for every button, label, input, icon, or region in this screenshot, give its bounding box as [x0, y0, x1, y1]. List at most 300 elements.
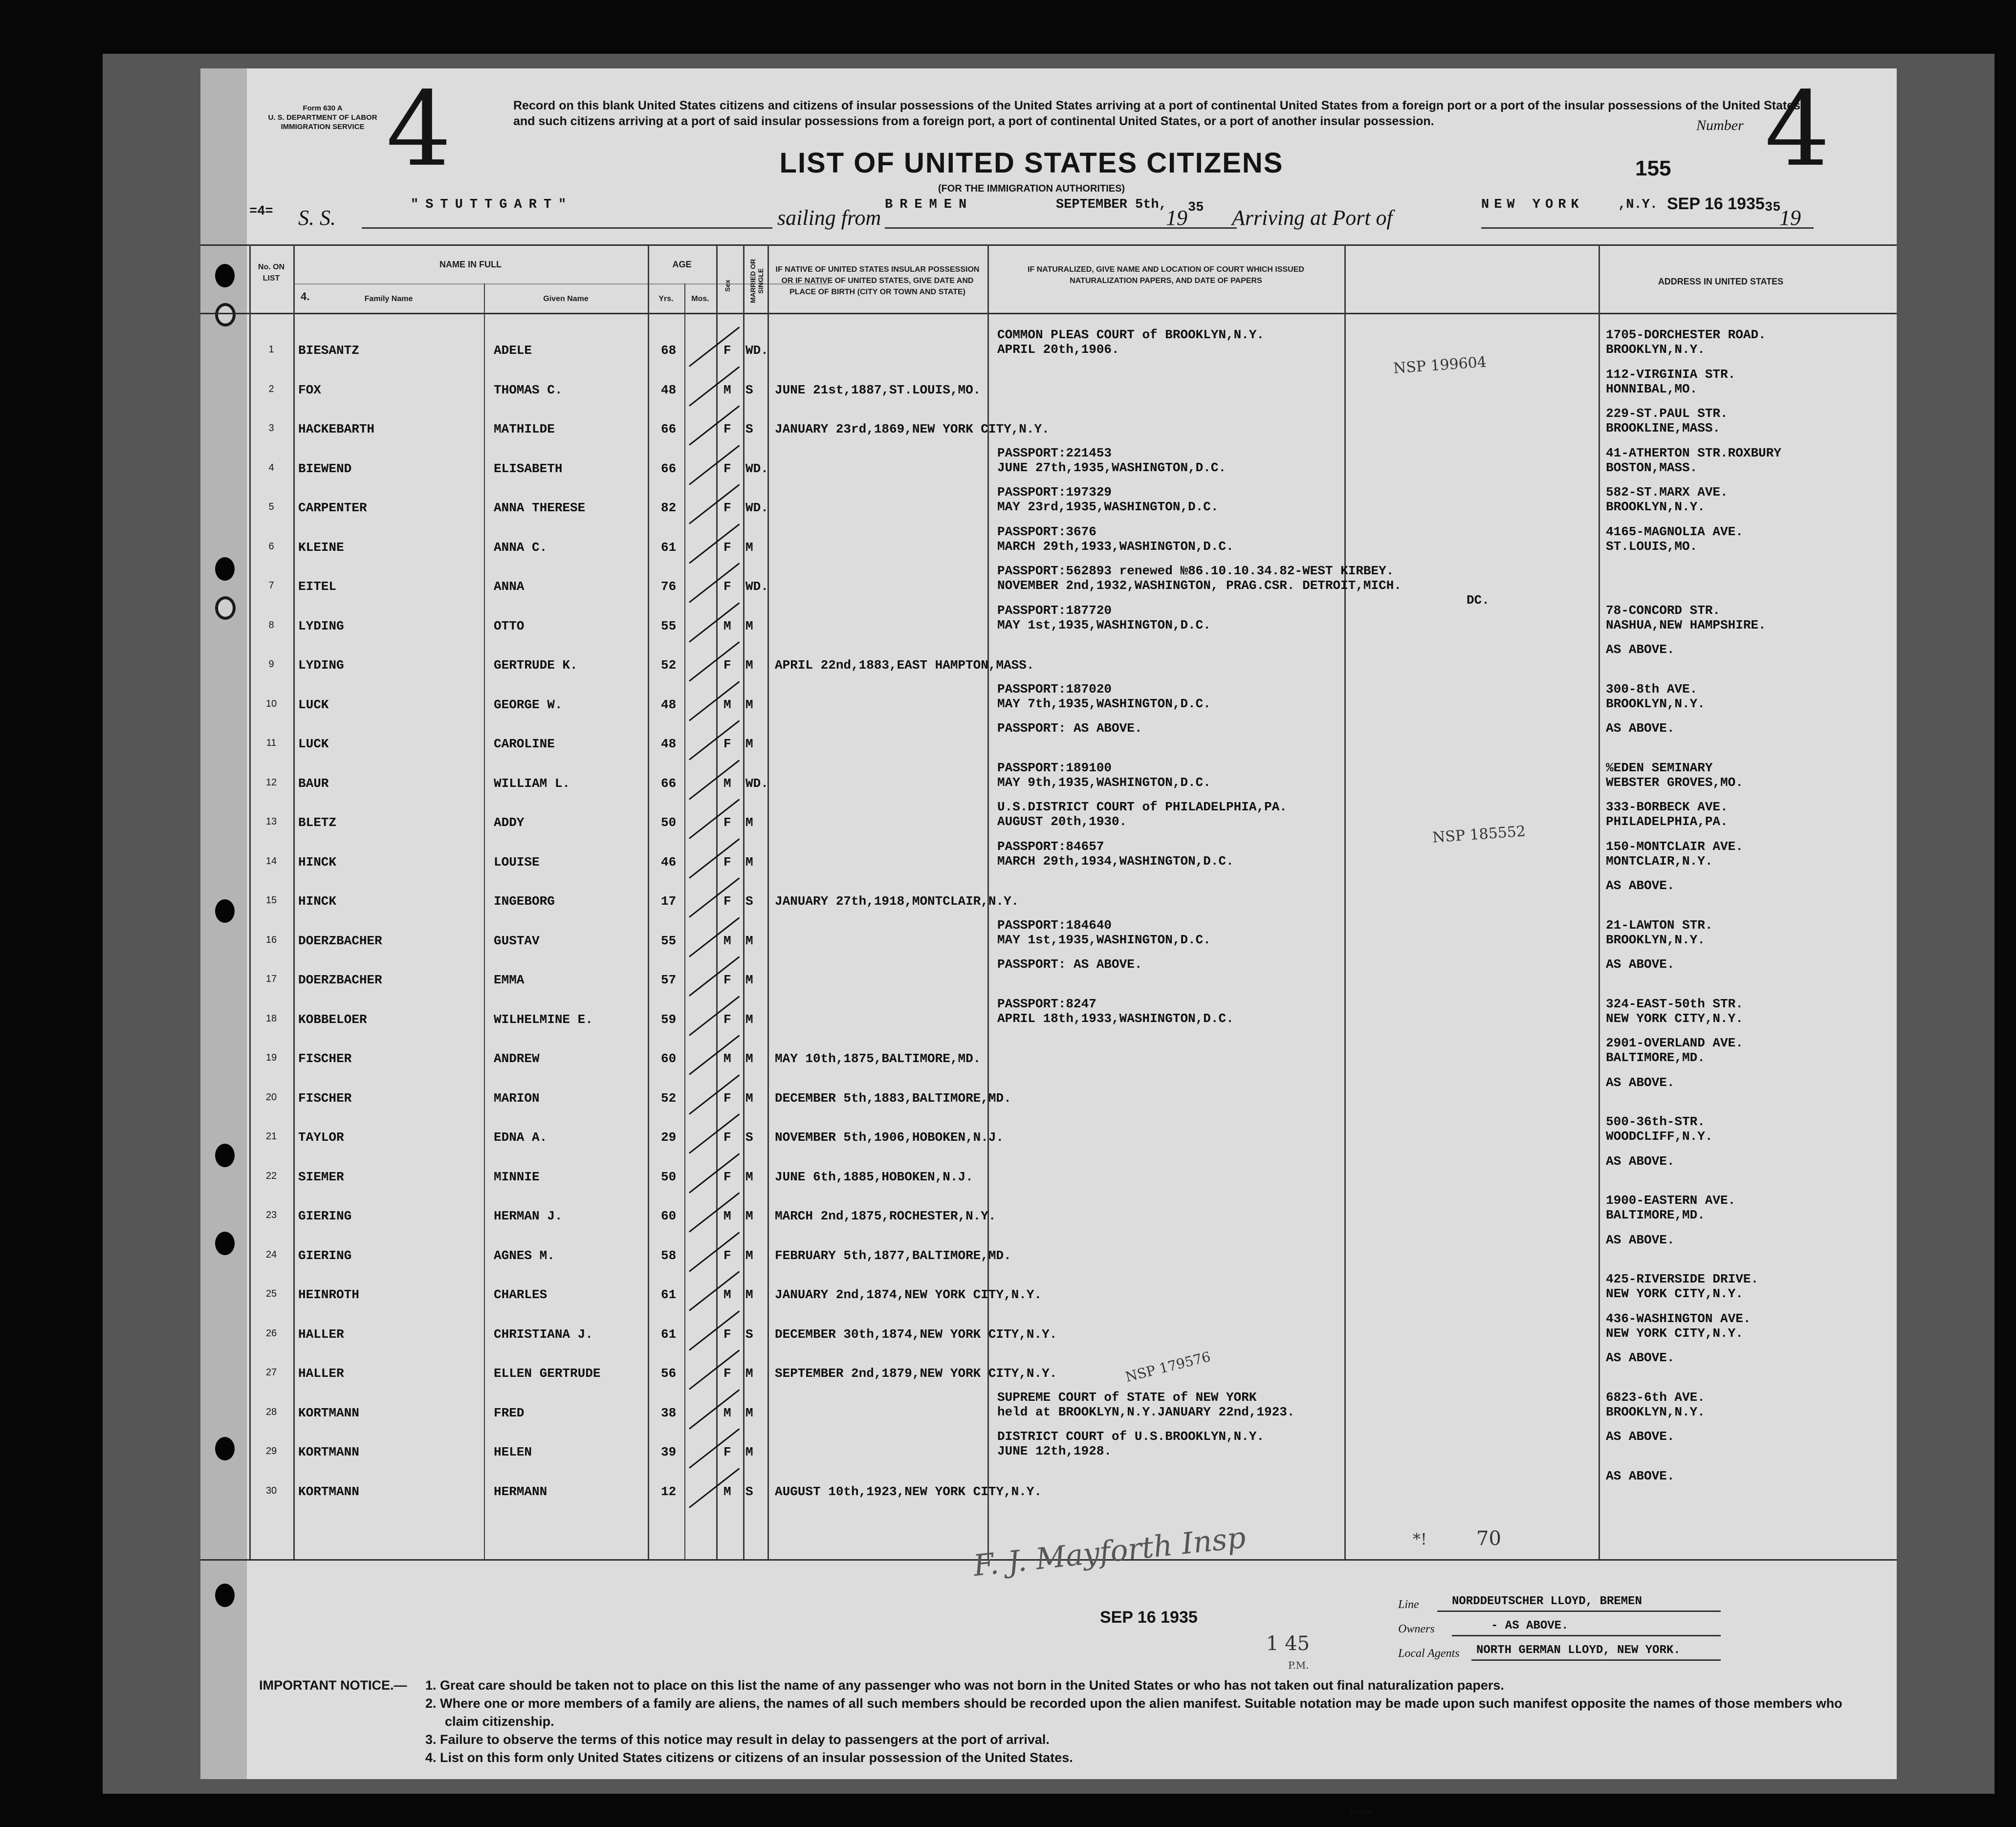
address-line: NEW YORK CITY,N.Y. — [1606, 1326, 1743, 1341]
family-name: LUCK — [298, 737, 329, 751]
marital-status: M — [745, 815, 753, 830]
marital-status: M — [745, 1012, 753, 1027]
binding-hole — [215, 264, 235, 287]
list-tag: =4= — [249, 204, 273, 219]
form-identifier — [249, 104, 396, 131]
column-rule — [249, 244, 251, 1559]
check-mark — [689, 838, 740, 878]
age-years: 48 — [661, 697, 677, 712]
naturalization-line: PASSPORT:8247 — [997, 997, 1096, 1011]
family-name: HACKEBARTH — [298, 422, 375, 436]
handwritten-page-note: 1 45 — [1266, 1632, 1310, 1655]
age-years: 50 — [661, 815, 677, 830]
birth-details: JANUARY 2nd,1874,NEW YORK CITY,N.Y. — [775, 1287, 1042, 1302]
row-number: 30 — [265, 1485, 277, 1496]
sex: F — [723, 1130, 731, 1145]
col-header-given: Given Name — [543, 295, 589, 303]
family-name: KORTMANN — [298, 1406, 359, 1420]
given-name: CAROLINE — [494, 737, 555, 751]
address-line: HONNIBAL,MO. — [1606, 382, 1698, 396]
age-years: 52 — [661, 1091, 677, 1106]
check-mark — [689, 366, 740, 406]
sex: M — [723, 1406, 731, 1420]
given-name: ANNA THERESE — [494, 500, 586, 515]
column-rule — [648, 244, 649, 1559]
row-number: 22 — [265, 1171, 277, 1181]
col-header-yrs: Yrs. — [658, 295, 674, 303]
family-name: BIESANTZ — [298, 343, 359, 358]
marital-status: WD. — [745, 500, 768, 515]
owners-value: - AS ABOVE. — [1491, 1619, 1569, 1632]
naturalization-line: APRIL 18th,1933,WASHINGTON,D.C. — [997, 1011, 1234, 1026]
naturalization-line: PASSPORT:184640 — [997, 918, 1112, 933]
col-header-family: Family Name — [364, 295, 413, 303]
marital-status: M — [745, 1051, 753, 1066]
port-underline — [1481, 227, 1814, 229]
sex: F — [723, 1170, 731, 1184]
check-mark — [689, 602, 740, 642]
sex: F — [723, 1248, 731, 1263]
birth-details: FEBRUARY 5th,1877,BALTIMORE,MD. — [775, 1248, 1011, 1263]
check-mark — [689, 1468, 740, 1508]
birth-details: MAY 10th,1875,BALTIMORE,MD. — [775, 1051, 981, 1066]
age-years: 60 — [661, 1051, 677, 1066]
col-header-name: NAME IN FULL — [439, 260, 502, 269]
check-mark — [689, 484, 740, 524]
address-line: AS ABOVE. — [1606, 1350, 1675, 1365]
row-number: 3 — [268, 423, 274, 434]
marital-status: M — [745, 540, 753, 555]
handwritten-page-note-sub: P.M. — [1288, 1659, 1309, 1671]
sex: F — [723, 1327, 731, 1342]
naturalization-line: MAY 1st,1935,WASHINGTON,D.C. — [997, 618, 1211, 632]
marital-status: S — [745, 1327, 753, 1342]
row-number: 21 — [265, 1131, 277, 1142]
marital-status: M — [745, 1209, 753, 1223]
row-number: 18 — [265, 1013, 277, 1024]
address-line: 112-VIRGINIA STR. — [1606, 367, 1736, 382]
sex: M — [723, 776, 731, 791]
notice-item: 1. Great care should be taken not to place on this list the name of any passenger who was not born in the United States or who has not taken out final naturalization papers. — [425, 1678, 1504, 1693]
handwritten-annotation: NSP 199604 — [1393, 353, 1488, 377]
check-mark — [689, 1074, 740, 1114]
age-years: 12 — [661, 1484, 677, 1499]
row-number: 9 — [268, 659, 274, 670]
check-mark — [689, 1113, 740, 1153]
naturalization-line: PASSPORT:187020 — [997, 682, 1112, 696]
address-line: 4165-MAGNOLIA AVE. — [1606, 524, 1743, 539]
address-line: AS ABOVE. — [1606, 1154, 1675, 1169]
row-number: 8 — [268, 620, 274, 631]
address-line: NEW YORK CITY,N.Y. — [1606, 1286, 1743, 1301]
address-line: 300-8th AVE. — [1606, 682, 1698, 696]
inspector-signature: F. J. Mayforth Insp — [971, 1520, 1248, 1584]
family-name: KORTMANN — [298, 1445, 359, 1459]
binding-hole — [215, 557, 235, 581]
row-number: 2 — [268, 384, 274, 394]
col-header-sex: Sex — [723, 280, 731, 292]
check-mark — [689, 877, 740, 917]
row-number: 29 — [265, 1446, 277, 1457]
sex: M — [723, 697, 731, 712]
address-line: ST.LOUIS,MO. — [1606, 539, 1698, 554]
address-line: AS ABOVE. — [1606, 957, 1675, 972]
given-name: HERMANN — [494, 1484, 548, 1499]
address-line: %EDEN SEMINARY — [1606, 761, 1713, 775]
given-name: HERMAN J. — [494, 1209, 563, 1223]
row-number: 14 — [265, 856, 277, 867]
row-number: 1 — [268, 344, 274, 355]
sex: F — [723, 1012, 731, 1027]
sailing-from: BREMEN — [885, 197, 974, 212]
marital-status: S — [745, 1130, 753, 1145]
age-years: 55 — [661, 619, 677, 633]
marital-status: WD. — [745, 579, 768, 594]
address-line: BOSTON,MASS. — [1606, 460, 1698, 475]
age-years: 48 — [661, 737, 677, 751]
birth-details: AUGUST 10th,1923,NEW YORK CITY,N.Y. — [775, 1484, 1042, 1499]
family-name: HALLER — [298, 1327, 344, 1342]
birth-details: SEPTEMBER 2nd,1879,NEW YORK CITY,N.Y. — [775, 1366, 1057, 1381]
form-instructions: Record on this blank United States citizens and citizens of insular possessions of the United States arriving at a port of continental United States from a foreign port or a port of the insular possessions of the United States, and such citizens arriving at a port of said insular possessions from a foreign port, a port of continental United States, or a port of another insular possession. — [513, 99, 1804, 128]
column-rule — [1599, 244, 1600, 1559]
col-header-married: MARRIED OR SINGLE — [749, 259, 765, 303]
column-rule — [743, 244, 745, 1559]
family-name: BAUR — [298, 776, 329, 791]
row-number: 11 — [266, 738, 277, 748]
birth-details: JUNE 21st,1887,ST.LOUIS,MO. — [775, 383, 981, 397]
row-number: 5 — [268, 501, 274, 512]
marital-status: WD. — [745, 461, 768, 476]
given-name: AGNES M. — [494, 1248, 555, 1263]
age-years: 76 — [661, 579, 677, 594]
naturalization-line: DISTRICT COURT of U.S.BROOKLYN,N.Y. — [997, 1429, 1265, 1444]
birth-details: NOVEMBER 5th,1906,HOBOKEN,N.J. — [775, 1130, 1004, 1145]
binding-hole — [215, 1144, 235, 1167]
sex: M — [723, 1287, 731, 1302]
naturalization-line: PASSPORT:84657 — [997, 839, 1104, 854]
notice-title: IMPORTANT NOTICE.— — [259, 1678, 407, 1693]
naturalization-line: DC. — [1467, 593, 1490, 608]
birth-details: DECEMBER 5th,1883,BALTIMORE,MD. — [775, 1091, 1011, 1106]
address-line: AS ABOVE. — [1606, 1469, 1675, 1483]
name-header-rule — [293, 283, 829, 284]
row-number: 24 — [265, 1249, 277, 1260]
marital-status: M — [745, 1248, 753, 1263]
sailing-date: SEPTEMBER 5th, — [1056, 197, 1167, 212]
line-value: NORDDEUTSCHER LLOYD, BREMEN — [1452, 1595, 1642, 1608]
form-number: Form 630 A — [303, 104, 343, 112]
line-underline — [1437, 1610, 1721, 1612]
binding-hole — [215, 1437, 235, 1460]
check-mark — [689, 1349, 740, 1390]
address-line: WOODCLIFF,N.Y. — [1606, 1129, 1713, 1144]
column-rule — [684, 283, 685, 1559]
sex: F — [723, 422, 731, 436]
birth-details: JANUARY 23rd,1869,NEW YORK CITY,N.Y. — [775, 422, 1050, 436]
header-bottom-rule — [200, 313, 1897, 314]
sex: F — [723, 500, 731, 515]
address-line: 324-EAST-50th STR. — [1606, 997, 1743, 1011]
manifest-page — [200, 68, 1897, 1815]
address-line: 1900-EASTERN AVE. — [1606, 1193, 1736, 1208]
address-line: MONTCLAIR,N.Y. — [1606, 854, 1713, 869]
naturalization-line: MAY 9th,1935,WASHINGTON,D.C. — [997, 775, 1211, 790]
given-name: EDNA A. — [494, 1130, 548, 1145]
address-line: NASHUA,NEW HAMPSHIRE. — [1606, 618, 1766, 632]
arrival-year: 35 — [1765, 200, 1781, 215]
row-number: 19 — [265, 1052, 277, 1063]
row-number: 7 — [268, 580, 274, 591]
row-number: 20 — [265, 1092, 277, 1103]
table-top-rule — [200, 244, 1897, 246]
address-line: 2901-OVERLAND AVE. — [1606, 1036, 1743, 1050]
binding-hole — [215, 596, 236, 620]
birth-details: DECEMBER 30th,1874,NEW YORK CITY,N.Y. — [775, 1327, 1057, 1342]
given-name: CHARLES — [494, 1287, 548, 1302]
row-number: 17 — [265, 974, 277, 984]
binding-strip — [200, 68, 247, 1779]
age-years: 50 — [661, 1170, 677, 1184]
check-mark — [689, 641, 740, 681]
given-name: THOMAS C. — [494, 383, 563, 397]
sex: M — [723, 934, 731, 948]
given-name: ADELE — [494, 343, 532, 358]
given-name: INGEBORG — [494, 894, 555, 909]
col-header-mos: Mos. — [691, 295, 709, 303]
given-name: OTTO — [494, 619, 525, 633]
given-name: CHRISTIANA J. — [494, 1327, 593, 1342]
notice-item: 3. Failure to observe the terms of this notice may result in delay to passengers at the port of arrival. — [425, 1732, 1050, 1747]
arrival-port: NEW YORK — [1481, 197, 1584, 212]
ss-label: S. S. — [298, 206, 336, 230]
age-years: 56 — [661, 1366, 677, 1381]
check-mark — [689, 1389, 740, 1429]
agents-underline — [1471, 1659, 1721, 1661]
marital-status: WD. — [745, 343, 768, 358]
naturalization-line: MAY 23rd,1935,WASHINGTON,D.C. — [997, 500, 1219, 514]
agents-label: Local Agents — [1398, 1647, 1460, 1660]
family-name: EITEL — [298, 579, 337, 594]
age-years: 60 — [661, 1209, 677, 1223]
family-name: DOERZBACHER — [298, 973, 382, 987]
row-number: 6 — [268, 541, 274, 552]
given-name: MARION — [494, 1091, 540, 1106]
family-name: LYDING — [298, 658, 344, 673]
owners-underline — [1452, 1635, 1721, 1636]
age-years: 82 — [661, 500, 677, 515]
given-name: GEORGE W. — [494, 697, 563, 712]
check-mark — [689, 681, 740, 721]
address-line: AS ABOVE. — [1606, 1075, 1675, 1090]
family-name: DOERZBACHER — [298, 934, 382, 948]
address-line: 150-MONTCLAIR AVE. — [1606, 839, 1743, 854]
given-name: MATHILDE — [494, 422, 555, 436]
address-line: AS ABOVE. — [1606, 642, 1675, 657]
arrival-state: ,N.Y. — [1618, 197, 1658, 212]
sex: F — [723, 658, 731, 673]
family-name: BLETZ — [298, 815, 337, 830]
column-rule — [293, 244, 295, 1559]
page-title: LIST OF UNITED STATES CITIZENS — [779, 147, 1284, 179]
address-line: AS ABOVE. — [1606, 1233, 1675, 1247]
sex: F — [723, 855, 731, 870]
row-number: 10 — [265, 698, 277, 709]
address-line: NEW YORK CITY,N.Y. — [1606, 1011, 1743, 1026]
naturalization-line: MARCH 29th,1934,WASHINGTON,D.C. — [997, 854, 1234, 869]
binding-hole — [215, 303, 236, 326]
family-name: FOX — [298, 383, 321, 397]
age-years: 29 — [661, 1130, 677, 1145]
check-mark — [689, 1192, 740, 1232]
naturalization-line: PASSPORT:221453 — [997, 446, 1112, 460]
address-line: BROOKLYN,N.Y. — [1606, 500, 1705, 514]
ship-name: "STUTTGART" — [411, 197, 573, 212]
address-line: AS ABOVE. — [1606, 878, 1675, 893]
address-line: 78-CONCORD STR. — [1606, 603, 1721, 618]
sex: F — [723, 540, 731, 555]
marital-status: M — [745, 973, 753, 987]
age-years: 17 — [661, 894, 677, 909]
col-header-birth: IF NATIVE OF UNITED STATES INSULAR POSSESSION OR IF NATIVE OF UNITED STATES, GIVE DATE AND PLACE OF BIRTH (CITY OR TOWN AND STATE) — [775, 265, 980, 296]
given-name: ANDREW — [494, 1051, 540, 1066]
age-years: 38 — [661, 1406, 677, 1420]
sex: F — [723, 973, 731, 987]
family-name: SIEMER — [298, 1170, 344, 1184]
row-number: 26 — [265, 1328, 277, 1339]
age-years: 68 — [661, 343, 677, 358]
age-years: 55 — [661, 934, 677, 948]
column-rule — [484, 283, 485, 1559]
check-mark — [689, 760, 740, 800]
naturalization-line: MAY 7th,1935,WASHINGTON,D.C. — [997, 696, 1211, 711]
age-years: 61 — [661, 1287, 677, 1302]
row-number: 25 — [265, 1288, 277, 1299]
address-line: 21-LAWTON STR. — [1606, 918, 1713, 933]
naturalization-line: PASSPORT:562893 renewed №86.10.10.34.82-WEST KIRBEY. — [997, 564, 1394, 578]
col-header-age: AGE — [672, 260, 692, 269]
col-header-address: ADDRESS IN UNITED STATES — [1658, 277, 1784, 286]
naturalization-line: AUGUST 20th,1930. — [997, 814, 1127, 829]
family-name: BIEWEND — [298, 461, 352, 476]
family-name: TAYLOR — [298, 1130, 344, 1145]
ship-underline — [362, 227, 772, 229]
row-number: 13 — [265, 816, 277, 827]
row-number: 27 — [265, 1367, 277, 1378]
notice-list — [425, 1676, 1853, 1767]
address-line: 436-WASHINGTON AVE. — [1606, 1311, 1751, 1326]
marital-status: M — [745, 619, 753, 633]
marital-status: M — [745, 658, 753, 673]
column-rule — [716, 244, 718, 1559]
department-name: U. S. DEPARTMENT OF LABOR — [268, 113, 377, 122]
given-name: ANNA — [494, 579, 525, 594]
handwritten-number: 4 — [1765, 69, 1830, 189]
family-name: HINCK — [298, 894, 337, 909]
address-line: BALTIMORE,MD. — [1606, 1208, 1705, 1222]
marital-status: M — [745, 855, 753, 870]
marital-status: M — [745, 1287, 753, 1302]
check-mark — [689, 445, 740, 485]
family-name: FISCHER — [298, 1051, 352, 1066]
given-name: FRED — [494, 1406, 525, 1420]
sex: M — [723, 1051, 731, 1066]
given-name: WILHELMINE E. — [494, 1012, 593, 1027]
naturalization-line: PASSPORT: AS ABOVE. — [997, 957, 1142, 972]
naturalization-line: PASSPORT:197329 — [997, 485, 1112, 500]
sailing-year: 35 — [1188, 200, 1204, 215]
given-name: EMMA — [494, 973, 525, 987]
sex: M — [723, 1209, 731, 1223]
age-years: 59 — [661, 1012, 677, 1027]
check-mark — [689, 917, 740, 957]
age-years: 48 — [661, 383, 677, 397]
col-header-naturalized: IF NATURALIZED, GIVE NAME AND LOCATION OF COURT WHICH ISSUED NATURALIZATION PAPERS, AND DATE OF PAPERS — [1028, 265, 1304, 285]
given-name: GUSTAV — [494, 934, 540, 948]
binding-hole — [215, 1584, 235, 1607]
family-name: GIERING — [298, 1248, 352, 1263]
sex: F — [723, 1091, 731, 1106]
family-name: GIERING — [298, 1209, 352, 1223]
service-name: IMMIGRATION SERVICE — [281, 123, 365, 131]
sex: F — [723, 894, 731, 909]
year-prefix: 19 — [1166, 206, 1187, 230]
given-name: GERTRUDE K. — [494, 658, 578, 673]
check-mark — [689, 956, 740, 996]
handwritten-list-number: 4 — [386, 69, 452, 189]
naturalization-line: PASSPORT:187720 — [997, 603, 1112, 618]
check-mark — [689, 996, 740, 1036]
age-years: 66 — [661, 422, 677, 436]
arriving-label: Arriving at Port of — [1232, 206, 1393, 230]
birth-details: JANUARY 27th,1918,MONTCLAIR,N.Y. — [775, 894, 1019, 909]
address-line: 582-ST.MARX AVE. — [1606, 485, 1728, 500]
naturalization-line: PASSPORT:3676 — [997, 524, 1096, 539]
address-line: BROOKLINE,MASS. — [1606, 421, 1721, 435]
count-prefix: *! — [1413, 1530, 1427, 1548]
sex: M — [723, 383, 731, 397]
address-line: 6823-6th AVE. — [1606, 1390, 1705, 1405]
given-name: ANNA C. — [494, 540, 548, 555]
naturalization-line: JUNE 27th,1935,WASHINGTON,D.C. — [997, 460, 1227, 475]
given-name: LOUISE — [494, 855, 540, 870]
sex: F — [723, 1366, 731, 1381]
age-years: 61 — [661, 1327, 677, 1342]
marital-status: M — [745, 1091, 753, 1106]
sex: M — [723, 619, 731, 633]
family-name: LYDING — [298, 619, 344, 633]
check-mark — [689, 799, 740, 839]
address-line: BALTIMORE,MD. — [1606, 1050, 1705, 1065]
naturalization-line: COMMON PLEAS COURT of BROOKLYN,N.Y. — [997, 327, 1265, 342]
address-line: AS ABOVE. — [1606, 721, 1675, 736]
given-name: MINNIE — [494, 1170, 540, 1184]
age-years: 66 — [661, 776, 677, 791]
birth-details: JUNE 6th,1885,HOBOKEN,N.J. — [775, 1170, 973, 1184]
sex: F — [723, 343, 731, 358]
handwritten-annotation: NSP 179576 — [1123, 1348, 1212, 1386]
sex: F — [723, 737, 731, 751]
family-name: CARPENTER — [298, 500, 367, 515]
address-line: BROOKLYN,N.Y. — [1606, 1405, 1705, 1419]
age-years: 58 — [661, 1248, 677, 1263]
notice-item: 4. List on this form only United States citizens or citizens of an insular possession of the United States. — [425, 1750, 1073, 1765]
column-rule — [767, 244, 769, 1559]
sex: F — [723, 461, 731, 476]
marital-status: S — [745, 1484, 753, 1499]
birth-details: MARCH 2nd,1875,ROCHESTER,N.Y. — [775, 1209, 996, 1223]
page-subtitle: (FOR THE IMMIGRATION AUTHORITIES) — [938, 183, 1125, 194]
